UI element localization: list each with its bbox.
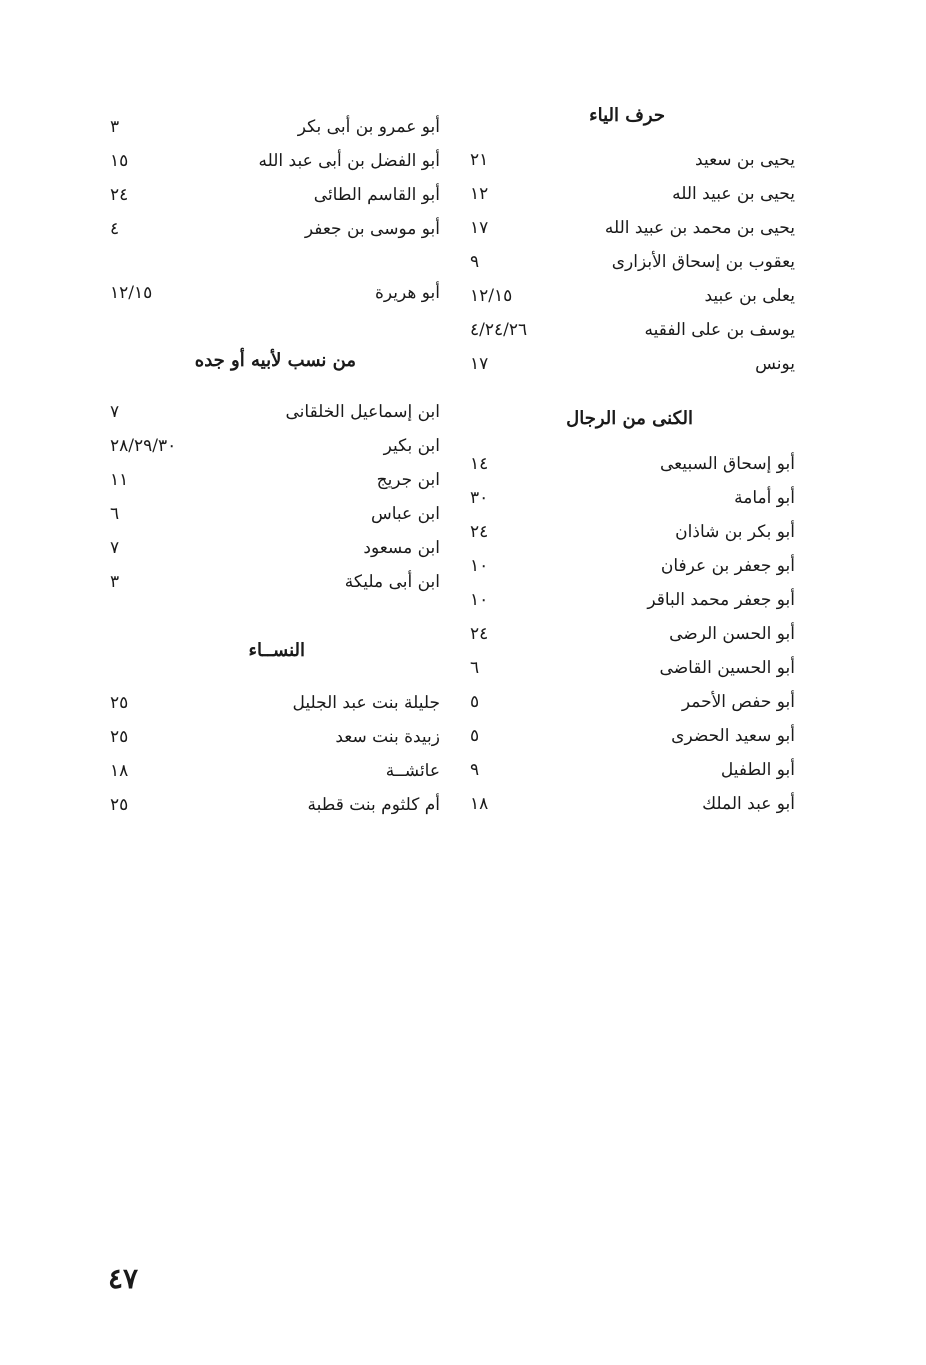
entry-name: يوسف بن على الفقيه <box>644 320 795 340</box>
entry-page-ref: ٣ <box>110 117 120 137</box>
index-entry <box>110 212 440 246</box>
entry-page-ref: ١٢/١٥ <box>110 283 153 303</box>
entry-page-ref: ٤ <box>110 219 120 239</box>
entry-page-ref: ٢٤ <box>110 185 129 205</box>
entry-name: أبو الحسن الرضى <box>669 624 795 644</box>
entry-name: يحيى بن سعيد <box>695 150 795 170</box>
index-entry <box>470 211 795 245</box>
entry-name: ابن بكير <box>383 436 440 456</box>
index-entry <box>110 720 440 754</box>
entry-page-ref: ٩ <box>470 252 480 272</box>
index-entry <box>110 565 440 599</box>
entry-name: يونس <box>755 354 795 374</box>
index-entry <box>470 549 795 583</box>
index-entry <box>470 313 795 347</box>
entry-name: أبو الحسين القاضى <box>659 658 795 678</box>
entry-page-ref: ٥ <box>470 692 480 712</box>
index-entry <box>470 279 795 313</box>
index-entry <box>110 686 440 720</box>
entry-page-ref: ١٠ <box>470 590 489 610</box>
entry-page-ref: ٥ <box>470 726 480 746</box>
entry-page-ref: ٦ <box>470 658 480 678</box>
entry-name: عائشــة <box>385 761 440 781</box>
entry-name: أبو أمامة <box>734 488 795 508</box>
entry-page-ref: ٧ <box>110 538 120 558</box>
index-entry <box>470 719 795 753</box>
entry-name: ابن مسعود <box>363 538 440 558</box>
entry-name: أبو الطفيل <box>720 760 795 780</box>
entry-page-ref: ٤/٢٤/٢٦ <box>470 320 528 340</box>
index-entry <box>110 754 440 788</box>
entry-page-ref: ١٨ <box>110 761 129 781</box>
section-heading-nisa: النســاء <box>248 640 305 661</box>
entry-name: أبو الفضل بن أبى عبد الله <box>258 151 440 171</box>
entry-name: أبو جعفر محمد الباقر <box>647 590 795 610</box>
index-entry <box>110 497 440 531</box>
entry-name: أبو حفص الأحمر <box>681 692 795 712</box>
entry-name: يحيى بن عبيد الله <box>672 184 795 204</box>
entry-page-ref: ٢١ <box>470 150 489 170</box>
entry-name: أبو عمرو بن أبى بكر <box>297 117 440 137</box>
index-entry <box>470 515 795 549</box>
index-entry <box>110 110 440 144</box>
entry-name: أبو سعيد الحضرى <box>671 726 795 746</box>
index-entry <box>110 395 440 429</box>
index-entry <box>110 144 440 178</box>
entry-name: زبيدة بنت سعد <box>335 727 440 747</box>
entry-page-ref: ٣٠ <box>470 488 489 508</box>
entry-page-ref: ١٨ <box>470 794 489 814</box>
entry-page-ref: ١٤ <box>470 454 489 474</box>
index-entry <box>470 481 795 515</box>
entry-page-ref: ١٢ <box>470 184 489 204</box>
entry-page-ref: ١١ <box>110 470 129 490</box>
index-entry <box>110 429 440 463</box>
index-entry <box>470 787 795 821</box>
entry-page-ref: ٢٥ <box>110 693 129 713</box>
index-entry <box>110 178 440 212</box>
section-heading-nasab: من نسب لأبيه أو جده <box>194 350 356 371</box>
index-entry <box>470 685 795 719</box>
entry-page-ref: ١٢/١٥ <box>470 286 513 306</box>
index-entry <box>470 177 795 211</box>
section-heading-ya: حرف الياء <box>589 105 665 126</box>
section-heading-kuna: الكنى من الرجال <box>566 408 693 429</box>
entry-name: أبو موسى بن جعفر <box>304 219 440 239</box>
entry-page-ref: ٩ <box>470 760 480 780</box>
entry-page-ref: ٢٤ <box>470 624 489 644</box>
entry-name: أبو بكر بن شاذان <box>675 522 795 542</box>
index-entry <box>110 531 440 565</box>
index-entry <box>110 463 440 497</box>
entry-page-ref: ٧ <box>110 402 120 422</box>
entry-page-ref: ٢٥ <box>110 727 129 747</box>
entry-page-ref: ٢٨/٢٩/٣٠ <box>110 436 177 456</box>
entry-page-ref: ٦ <box>110 504 120 524</box>
entry-page-ref: ٢٤ <box>470 522 489 542</box>
entry-page-ref: ٢٥ <box>110 795 129 815</box>
entry-name: أبو إسحاق السبيعى <box>659 454 795 474</box>
index-entry <box>110 276 440 310</box>
index-entry <box>470 617 795 651</box>
index-entry <box>470 651 795 685</box>
entry-name: ابن أبى مليكة <box>344 572 440 592</box>
entry-name: جليلة بنت عبد الجليل <box>292 693 440 713</box>
entry-name: يعلى بن عبيد <box>704 286 795 306</box>
entry-name: أبو جعفر بن عرفان <box>660 556 795 576</box>
entry-name: ابن جريج <box>376 470 440 490</box>
entry-name: أبو القاسم الطائى <box>313 185 440 205</box>
entry-page-ref: ١٠ <box>470 556 489 576</box>
entry-name: يحيى بن محمد بن عبيد الله <box>604 218 795 238</box>
entry-name: يعقوب بن إسحاق الأبزارى <box>611 252 795 272</box>
index-entry <box>470 143 795 177</box>
entry-name: أم كلثوم بنت قطبة <box>307 795 440 815</box>
index-entry <box>470 447 795 481</box>
index-entry <box>470 753 795 787</box>
index-entry <box>110 788 440 822</box>
page-number: ٤٧ <box>108 1262 139 1295</box>
index-entry <box>470 347 795 381</box>
index-entry <box>470 245 795 279</box>
entry-name: ابن إسماعيل الخلقانى <box>285 402 440 422</box>
entry-name: أبو عبد الملك <box>702 794 795 814</box>
entry-page-ref: ١٧ <box>470 218 489 238</box>
entry-page-ref: ٣ <box>110 572 120 592</box>
entry-page-ref: ١٧ <box>470 354 489 374</box>
entry-name: ابن عباس <box>370 504 440 524</box>
entry-name: أبو هريرة <box>374 283 440 303</box>
index-entry <box>470 583 795 617</box>
entry-page-ref: ١٥ <box>110 151 129 171</box>
